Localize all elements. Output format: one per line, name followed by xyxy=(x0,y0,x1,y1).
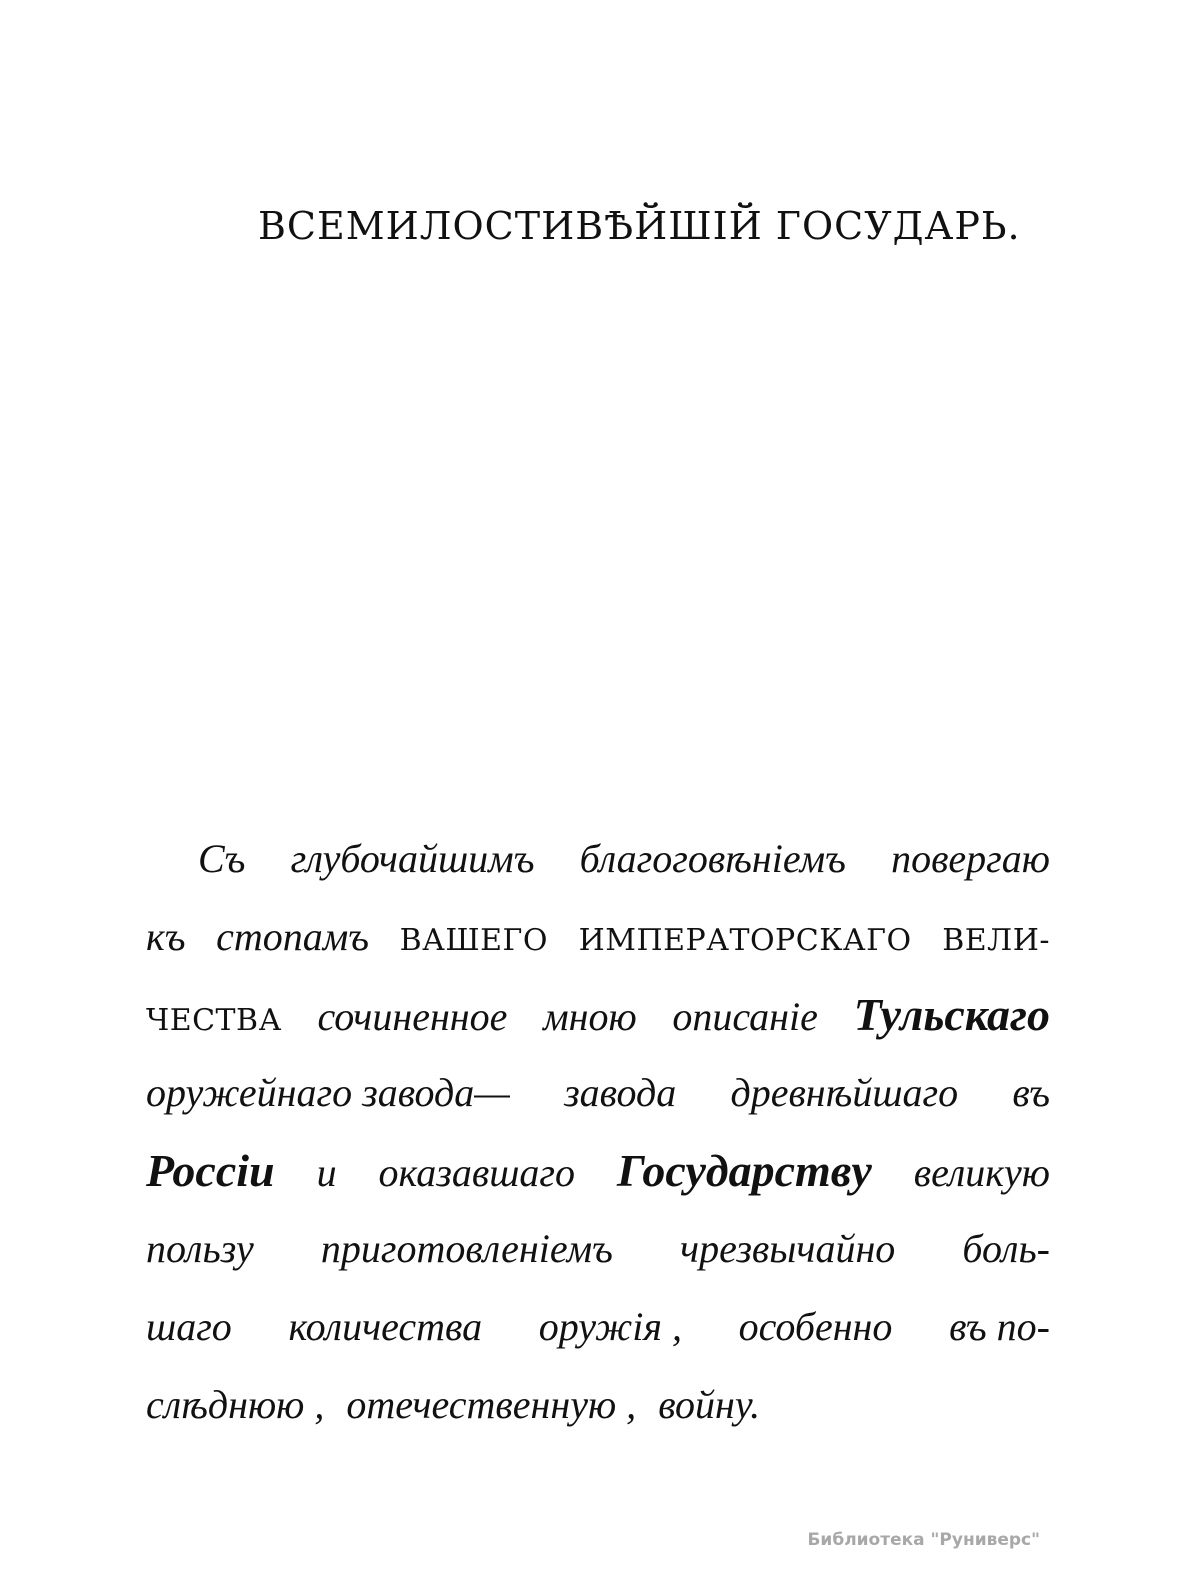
word: и xyxy=(316,1150,337,1195)
word: особенно xyxy=(738,1304,893,1349)
word: описаніе xyxy=(672,994,818,1039)
word: приготовленіемъ xyxy=(320,1226,613,1271)
caps-word: ИМПЕРАТОРСКАГО xyxy=(578,923,912,958)
word: пользу xyxy=(146,1226,254,1271)
word: сочиненное xyxy=(317,994,508,1039)
word: войну. xyxy=(658,1382,761,1427)
word: Россіи xyxy=(146,1145,275,1196)
caps-word: ВАШЕГО xyxy=(399,923,548,958)
library-watermark: Библиотека "Руниверс" xyxy=(807,1530,1040,1550)
word: оружія , xyxy=(538,1304,682,1349)
word: Съ xyxy=(198,836,246,881)
word: повергаю xyxy=(891,836,1050,881)
word: въ xyxy=(1012,1070,1050,1115)
caps-word: ВЕЛИ- xyxy=(942,923,1050,958)
word: Государству xyxy=(616,1145,872,1196)
paragraph-line-3 xyxy=(146,976,1050,1054)
word: глубочайшимъ xyxy=(290,836,535,881)
paragraph-line-1 xyxy=(146,820,1050,898)
paragraph-line-2 xyxy=(146,898,1050,976)
word: стопамъ xyxy=(216,914,370,959)
word: древнѣйшаго xyxy=(730,1070,959,1115)
paragraph-line-6 xyxy=(146,1210,1050,1288)
word: въ по- xyxy=(949,1304,1050,1349)
paragraph-line-4 xyxy=(146,1054,1050,1132)
word: благоговѣніемъ xyxy=(579,836,846,881)
word: великую xyxy=(913,1150,1050,1195)
dedication-heading: ВСЕМИЛОСТИВѢЙШІЙ ГОСУДАРЬ. xyxy=(258,204,1021,248)
word: оружейнаго завода— xyxy=(146,1070,510,1115)
word: оказавшаго xyxy=(378,1150,576,1195)
dedication-paragraph xyxy=(146,820,1050,1444)
word: завода xyxy=(564,1070,677,1115)
paragraph-line-7 xyxy=(146,1288,1050,1366)
word: чрезвычайно xyxy=(680,1226,896,1271)
paragraph-line-5 xyxy=(146,1132,1050,1210)
word: отечественную , xyxy=(346,1382,637,1427)
word: количества xyxy=(288,1304,483,1349)
word: мною xyxy=(543,994,637,1039)
caps-word: ЧЕСТВА xyxy=(146,1003,282,1038)
word: къ xyxy=(146,914,186,959)
word: Тульскаго xyxy=(853,989,1050,1040)
word: слѣднюю , xyxy=(146,1382,325,1427)
word: боль- xyxy=(962,1226,1050,1271)
word: шаго xyxy=(146,1304,232,1349)
paragraph-line-8 xyxy=(146,1366,1050,1444)
